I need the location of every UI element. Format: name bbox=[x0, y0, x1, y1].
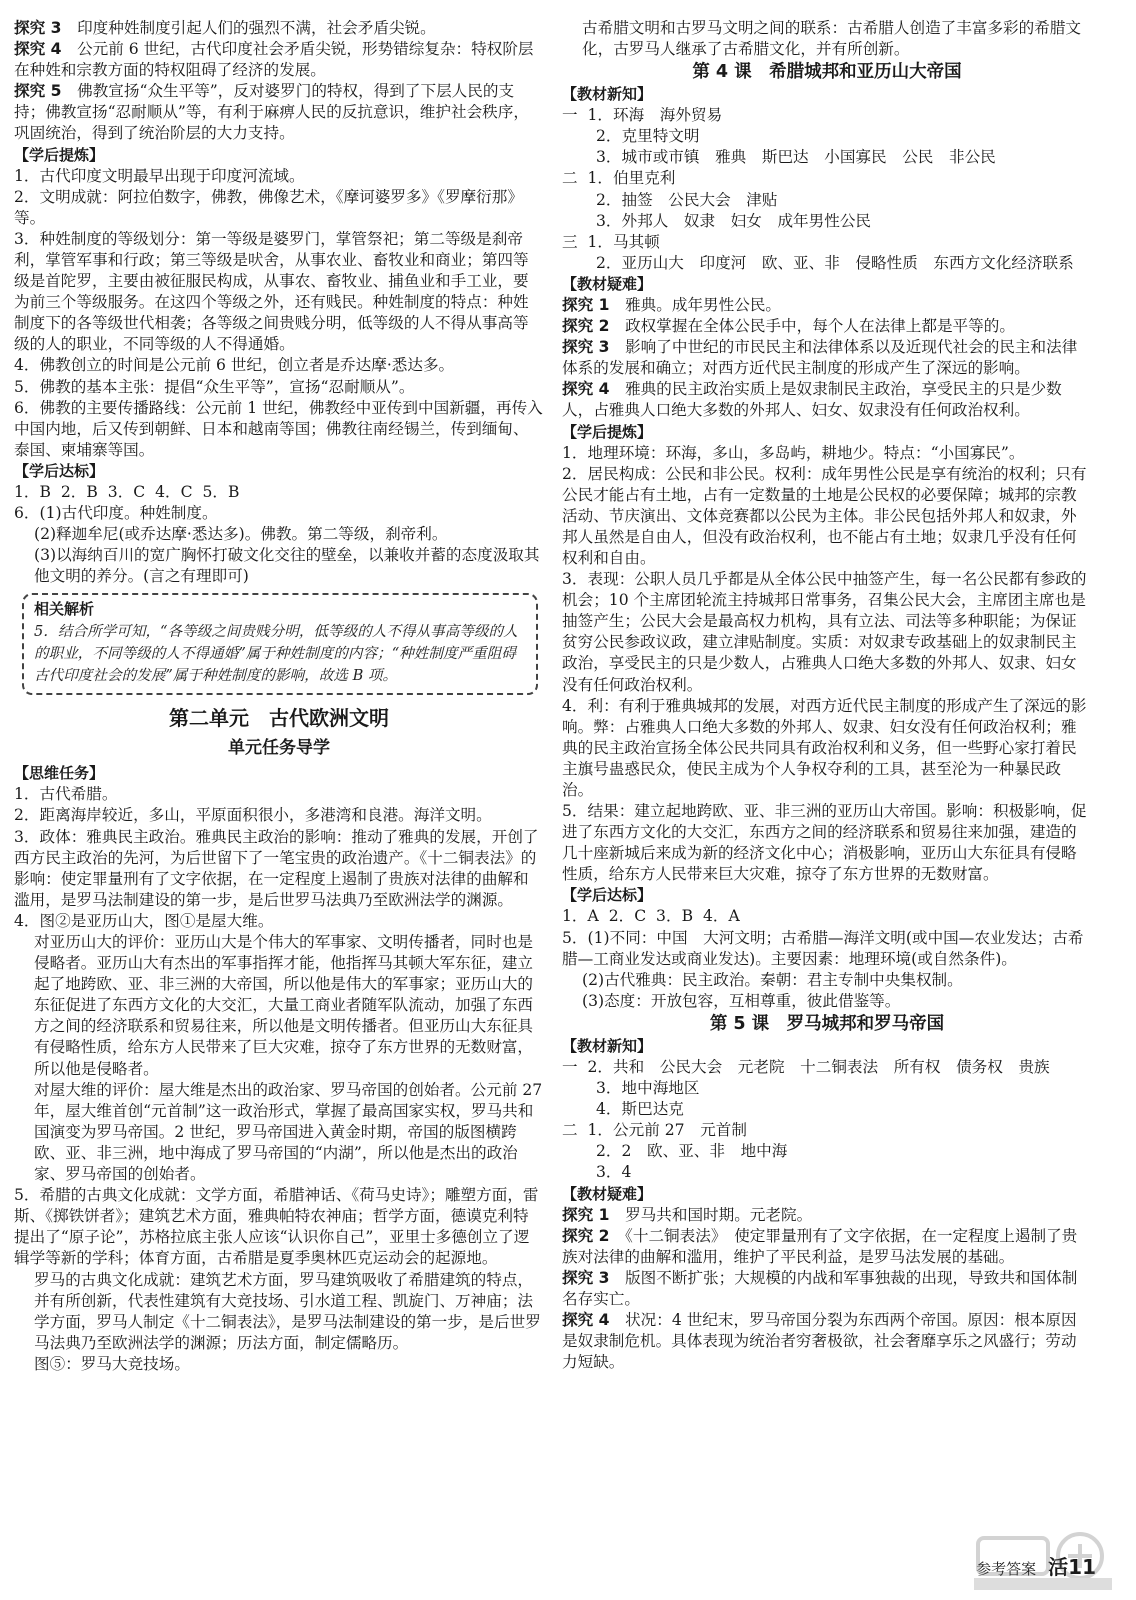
answer-line: 2．文明成就：阿拉伯数字，佛教，佛像艺术，《摩诃婆罗多》《罗摩衍那》等。 bbox=[14, 187, 523, 227]
answer-line: 3．外邦人 奴隶 妇女 成年男性公民 bbox=[596, 211, 872, 230]
answer-line bbox=[562, 1268, 1092, 1310]
section-heading: 【学后提炼】 bbox=[562, 422, 653, 441]
answer-line: 2．距离海岸较近，多山，平原面积很小，多港湾和良港。海洋文明。 bbox=[14, 806, 492, 825]
answer-line: 1．地理环境：环海，多山，多岛屿，耕地少。特点：“小国寡民”。 bbox=[562, 443, 1025, 462]
answer-line: 2．居民构成：公民和非公民。权利：成年男性公民是享有统治的权利；只有公民才能占有土地，占有一定数量的土地是公民权的必要保障；城邦的宗教活动、节庆演出、文体竞赛都以公民为主体。非公民包括外邦人和奴隶，外邦人虽然是自由人，但没有政治权利，也不能占有土地；奴隶几乎没有任何权利和自由。 bbox=[562, 464, 1087, 567]
inquiry-label: 探究 1 bbox=[562, 295, 610, 314]
answer-line: 1．古代希腊。 bbox=[14, 785, 118, 804]
inquiry-label: 探究 5 bbox=[14, 82, 62, 101]
inquiry-answer: 影响了中世纪的市民民主和法律体系以及近现代社会的民主和法律体系的发展和确立；对西方近代民主制度的形成产生了深远的影响。 bbox=[562, 338, 1078, 378]
inquiry-answer: 《十二铜表法》 使定罪量刑有了文字依据，在一定程度上遏制了贵族对法律的曲解和滥用，维护了平民利益，是罗马法发展的基础。 bbox=[562, 1226, 1078, 1266]
answer-line: 3．地中海地区 bbox=[596, 1079, 700, 1098]
answer-line: 4．利：有利于雅典城邦的发展，对西方近代民主制度的形成产生了深远的影响。弊：占雅典人口绝大多数的外邦人、奴隶、妇女没有任何政治权利；雅典的民主政治宣扬全体公民共同具有政治权利和义务，但一些野心家打着民主旗号蛊惑民众，使民主成为个人争权夺利的工具，甚至沦为一种暴民政治。 bbox=[562, 696, 1087, 799]
answer-line: 6．佛教的主要传播路线：公元前 1 世纪，佛教经中亚传到中国新疆，再传入中国内地，后又传到朝鲜、日本和越南等国；佛教往南经锡兰，传到缅甸、泰国、柬埔寨等国。 bbox=[14, 398, 543, 459]
inquiry-answer: 公元前 6 世纪，古代印度社会矛盾尖锐，形势错综复杂：特权阶层在种姓和宗教方面的特权阻碍了经济的发展。 bbox=[14, 40, 534, 80]
section-heading: 【教材新知】 bbox=[562, 1036, 653, 1055]
answer-line: 图⑤：罗马大竞技场。 bbox=[34, 1354, 190, 1373]
answer-line: 1．A 2．C 3．B 4．A bbox=[562, 907, 740, 926]
inquiry-label: 探究 3 bbox=[562, 1268, 610, 1287]
answer-line: (3)态度：开放包容，互相尊重，彼此借鉴等。 bbox=[582, 991, 901, 1010]
answer-line: 4．斯巴达克 bbox=[596, 1100, 684, 1119]
answer-line: 三 1．马其顿 bbox=[562, 232, 660, 251]
watermark-stamp bbox=[968, 1530, 1118, 1594]
page-number: 活11 bbox=[1048, 1555, 1096, 1579]
answer-line: 5．佛教的基本主张：提倡“众生平等”，宣扬“忍耐顺从”。 bbox=[14, 377, 415, 396]
answer-line: 5．(1)不同：中国 大河文明；古希腊—海洋文明(或中国—农业发达；古希腊—工商业发达或商业发达)。主要因素：地理环境(或自然条件)。 bbox=[562, 928, 1084, 968]
inquiry-answer: 佛教宣扬“众生平等”，反对婆罗门的特权，得到了下层人民的支持；佛教宣扬“忍耐顺从”等，有利于麻痹人民的反抗意识，维护社会秩序，巩固统治，得到了统治阶层的大力支持。 bbox=[14, 82, 529, 143]
answer-line: 2．克里特文明 bbox=[596, 127, 700, 146]
answer-line: 3．城市或市镇 雅典 斯巴达 小国寡民 公民 非公民 bbox=[596, 148, 996, 167]
answer-line: 3．表现：公职人员几乎都是从全体公民中抽签产生，每一名公民都有参政的机会；10 个主席团轮流主持城邦日常事务，召集公民大会，主席团主席也是抽签产生；公民大会是最高权力机构，具有立法、司法等多种职能；为保证贫穷公民参政议政，建立津贴制度。实质：对奴隶专政基础上的奴隶制民主政治，享受民主的只是少数人，占雅典人口绝大多数的外邦人、奴隶、妇女没有任何政治权利。 bbox=[562, 570, 1087, 694]
answer-line: 5．结果：建立起地跨欧、亚、非三洲的亚历山大帝国。影响：积极影响，促进了东西方文化的大交汇，东西方之间的经济联系和贸易往来加强，建造的几十座新城后来成为新的经济文化中心；消极影响，亚历山大东征具有侵略性质，给东方人民带来巨大灾难，掠夺了东方世界的无数财富。 bbox=[562, 802, 1087, 884]
answer-line bbox=[562, 337, 1092, 379]
answer-line: 对亚历山大的评价：亚历山大是个伟大的军事家、文明传播者，同时也是侵略者。亚历山大有杰出的军事指挥才能，他指挥马其顿大军东征，建立起了地跨欧、亚、非三洲的大帝国，所以他是伟大的军事家；亚历山大的东征促进了东西方文化的大交汇，大量工商业者随军队流动，加强了东西方之间的经济联系和贸易往来，所以他是文明传播者。但亚历山大东征具有侵略性质，给东方人民带来了巨大灾难，掠夺了东方世界的无数财富，所以他是侵略者。 bbox=[34, 933, 534, 1078]
inquiry-label: 探究 4 bbox=[562, 1310, 610, 1329]
inquiry-label: 探究 1 bbox=[562, 1205, 610, 1224]
inquiry-label: 探究 2 bbox=[562, 1226, 610, 1245]
inquiry-answer: 政权掌握在全体公民手中，每个人在法律上都是平等的。 bbox=[609, 317, 1015, 336]
inquiry-answer: 印度种姓制度引起人们的强烈不满，社会矛盾尖锐。 bbox=[61, 19, 436, 37]
answer-line bbox=[14, 81, 544, 144]
answer-line: 对屋大维的评价：屋大维是杰出的政治家、罗马帝国的创始者。公元前 27 年，屋大维首创“元首制”这一政治形式，掌握了最高国家实权，罗马共和国演变为罗马帝国。2 世纪，罗马帝国进入黄金时期，帝国的版图横跨欧、亚、非三洲，地中海成了罗马帝国的“内湖”，所以他是杰出的政治家、罗马帝国的创始者。 bbox=[34, 1080, 548, 1184]
inquiry-answer: 罗马共和国时期。元老院。 bbox=[609, 1205, 813, 1224]
answer-line: 5．希腊的古典文化成就：文学方面，希腊神话、《荷马史诗》；雕塑方面，雷斯、《掷铁饼者》；建筑艺术方面，雅典帕特农神庙；哲学方面，德谟克利特提出了“原子论”，苏格拉底主张人应该“认识你自己”，亚里士多德创立了逻辑学等新的学科；体育方面，古希腊是夏季奥林匹克运动会的起源地。 bbox=[14, 1186, 539, 1268]
inquiry-label: 探究 3 bbox=[14, 19, 62, 37]
lesson-title: 第 4 课 希腊城邦和亚历山大帝国 bbox=[692, 62, 962, 83]
answer-line: 4．图②是亚历山大，图①是屋大维。 bbox=[14, 911, 274, 930]
section-heading: 【教材疑难】 bbox=[562, 274, 653, 293]
answer-line bbox=[562, 295, 1092, 316]
section-heading: 【学后达标】 bbox=[14, 461, 105, 480]
answer-line: 罗马的古典文化成就：建筑艺术方面，罗马建筑吸收了希腊建筑的特点，并有所创新，代表性建筑有大竞技场、引水道工程、凯旋门、万神庙；法学方面，罗马人制定《十二铜表法》，是罗马法制建设的第一步，是后世罗马法典乃至欧洲法学的渊源；历法方面，制定儒略历。 bbox=[34, 1270, 541, 1352]
answer-line: 3．4 bbox=[596, 1163, 632, 1182]
section-heading: 【教材新知】 bbox=[562, 85, 653, 104]
inquiry-label: 探究 3 bbox=[562, 338, 610, 357]
answer-line: 二 1．伯里克利 bbox=[562, 169, 676, 188]
inquiry-answer: 状况：4 世纪末，罗马帝国分裂为东西两个帝国。原因：根本原因是奴隶制危机。具体表现为统治者穷奢极欲，社会奢靡享乐之风盛行；劳动力短缺。 bbox=[562, 1310, 1077, 1372]
answer-line: 2．抽签 公民大会 津贴 bbox=[596, 190, 778, 209]
answer-line bbox=[562, 1205, 1092, 1226]
right-column bbox=[562, 18, 1092, 1373]
answer-line: 4．佛教创立的时间是公元前 6 世纪，创立者是乔达摩·悉达多。 bbox=[14, 356, 455, 375]
answer-line bbox=[562, 1310, 1092, 1373]
inquiry-answer: 版图不断扩张；大规模的内战和军事独裁的出现，导致共和国体制名存实亡。 bbox=[562, 1268, 1078, 1308]
lesson-title: 第 5 课 罗马城邦和罗马帝国 bbox=[709, 1013, 945, 1034]
answer-line: 1．B 2．B 3．C 4．C 5．B bbox=[14, 482, 240, 501]
answer-line: 一 2．共和 公民大会 元老院 十二铜表法 所有权 债务权 贵族 bbox=[562, 1057, 1050, 1076]
answer-line: 2．2 欧、亚、非 地中海 bbox=[596, 1142, 788, 1161]
section-heading: 【教材疑难】 bbox=[562, 1184, 653, 1203]
inquiry-answer: 雅典。成年男性公民。 bbox=[609, 295, 782, 314]
unit-subtitle: 单元任务导学 bbox=[228, 738, 330, 759]
answer-line: (2)古代雅典：民主政治。秦朝：君主专制中央集权制。 bbox=[582, 970, 963, 989]
analysis-note-box bbox=[22, 593, 538, 695]
answer-line bbox=[562, 1226, 1092, 1268]
inquiry-label: 探究 4 bbox=[14, 40, 62, 59]
analysis-note-title: 相关解析 bbox=[34, 600, 95, 619]
section-heading: 【学后达标】 bbox=[562, 886, 653, 905]
section-heading: 【思维任务】 bbox=[14, 764, 105, 783]
answer-line: 3．种姓制度的等级划分：第一等级是婆罗门，掌管祭祀；第二等级是刹帝利，掌管军事和行政；第三等级是吠舍，从事农业、畜牧业和商业；第四等级是首陀罗，主要由被征服民构成，从事农、畜牧业、捕鱼业和手工业，要为前三个等级服务。在这四个等级之外，还有贱民。种姓制度的特点：种姓制度下的各等级世代相袭；各等级之间贵贱分明，低等级的人不得从事高等级的人的职业，不同等级的人不得通婚。 bbox=[14, 229, 529, 354]
inquiry-label: 探究 2 bbox=[562, 317, 610, 336]
footer-label: 参考答案 bbox=[976, 1560, 1037, 1578]
answer-line: 3．政体：雅典民主政治。雅典民主政治的影响：推动了雅典的发展，开创了西方民主政治的先河，为后世留下了一笔宝贵的政治遗产。《十二铜表法》的影响：使定罪量刑有了文字依据，在一定程度上遏制了贵族对法律的曲解和滥用，是罗马法制建设的第一步，是后世罗马法典乃至欧洲法学的渊源。 bbox=[14, 827, 539, 909]
inquiry-label: 探究 4 bbox=[562, 380, 610, 399]
answer-line bbox=[14, 18, 544, 39]
answer-line bbox=[562, 379, 1092, 421]
answer-line: 2．亚历山大 印度河 欧、亚、非 侵略性质 东西方文化经济联系 bbox=[596, 253, 1074, 272]
answer-line: 古希腊文明和古罗马文明之间的联系：古希腊人创造了丰富多彩的希腊文化，古罗马人继承了古希腊文化，并有所创新。 bbox=[582, 19, 1082, 59]
answer-line: 二 1．公元前 27 元首制 bbox=[562, 1121, 747, 1140]
answer-line: 1．古代印度文明最早出现于印度河流域。 bbox=[14, 166, 305, 185]
answer-line: (3)以海纳百川的宽广胸怀打破文化交往的壁垒，以兼收并蓄的态度汲取其他文明的养分。(言之有理即可) bbox=[34, 546, 540, 586]
answer-line bbox=[14, 39, 544, 81]
section-heading: 【学后提炼】 bbox=[14, 145, 105, 164]
answer-line: 6．(1)古代印度。种姓制度。 bbox=[14, 503, 218, 522]
unit-title: 第二单元 古代欧洲文明 bbox=[169, 706, 389, 731]
answer-line: 一 1．环海 海外贸易 bbox=[562, 106, 723, 125]
analysis-note-text: 5．结合所学可知，“各等级之间贵贱分明，低等级的人不得从事高等级的人的职业，不同等级的人不得通婚”属于种姓制度的内容；“种姓制度严重阻碍古代印度社会的发展”属于种姓制度的影响，故选 B 项。 bbox=[34, 623, 518, 685]
answer-line: (2)释迦牟尼(或乔达摩·悉达多)。佛教。第二等级，刹帝利。 bbox=[34, 525, 448, 544]
inquiry-answer: 雅典的民主政治实质上是奴隶制民主政治，享受民主的只是少数人，占雅典人口绝大多数的外邦人、妇女、奴隶没有任何政治权利。 bbox=[562, 380, 1062, 420]
answer-line bbox=[562, 316, 1092, 337]
left-column bbox=[14, 18, 548, 1375]
